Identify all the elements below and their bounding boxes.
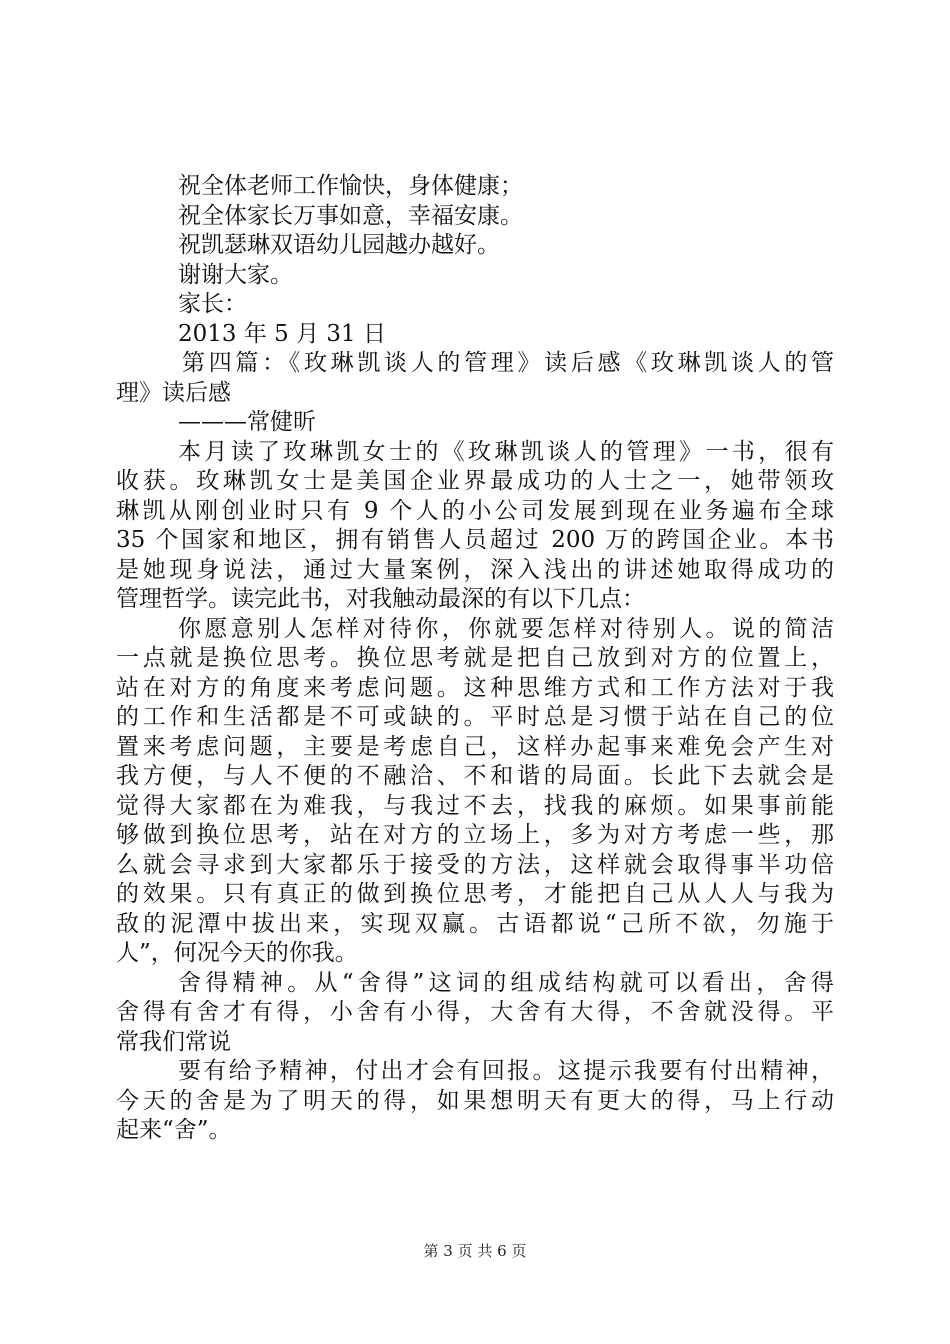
text-line: 觉得大家都在为难我，与我过不去，找我的麻烦。如果事前能 (116, 792, 834, 819)
text-line: 一点就是换位思考。换位思考就是把自己放到对方的位置上， (116, 645, 834, 671)
text-line: 置来考虑问题，主要是考虑自己，这样办起事来难免会产生对 (116, 733, 834, 760)
text-line: 是她现身说法，通过大量案例，深入浅出的讲述她取得成功的 (116, 556, 834, 583)
text-line: 常我们常说 (116, 1028, 231, 1055)
text-line: 的效果。只有真正的做到换位思考，才能把自己从人人与我为 (116, 881, 834, 907)
text-line: 敌的泥潭中拔出来，实现双赢。古语都说“己所不欲，勿施于 (116, 910, 834, 937)
text-line: 管理哲学。读完此书，对我触动最深的有以下几点： (116, 586, 645, 612)
text-line: 你愿意别人怎样对待你，你就要怎样对待别人。说的简洁 (178, 615, 834, 642)
text-line: 我方便，与人不便的不融洽、不和谐的局面。长此下去就会是 (116, 763, 834, 789)
text-line: 站在对方的角度来考虑问题。这种思维方式和工作方法对于我 (116, 674, 834, 701)
text-line: 本月读了玫琳凯女士的《玫琳凯谈人的管理》一书，很有 (178, 438, 834, 465)
text-line: 家长： (178, 291, 247, 317)
text-line: 的工作和生活都是不可或缺的。平时总是习惯于站在自己的位 (116, 704, 834, 730)
text-line: 35 个国家和地区，拥有销售人员超过 200 万的跨国企业。本书 (116, 527, 834, 553)
text-line: 谢谢大家。 (178, 261, 293, 288)
text-line: 祝全体家长万事如意，幸福安康。 (178, 202, 523, 229)
text-line: 琳凯从刚创业时只有 9 个人的小公司发展到现在业务遍布全球 (116, 497, 834, 524)
text-line: 第四篇：《玫琳凯谈人的管理》读后感《玫琳凯谈人的管 (182, 350, 834, 376)
text-line: 要有给予精神，付出才会有回报。这提示我要有付出精神， (178, 1058, 834, 1084)
document-body (116, 172, 834, 1146)
text-line: 理》读后感 (116, 379, 231, 406)
text-line: 祝全体老师工作愉快，身体健康； (178, 173, 523, 199)
text-line: 么就会寻求到大家都乐于接受的方法，这样就会取得事半功倍 (116, 851, 834, 878)
text-line: 2013 年 5 月 31 日 (178, 320, 386, 347)
text-line: 今天的舍是为了明天的得，如果想明天有更大的得，马上行动 (116, 1087, 834, 1114)
text-line: 收获。玫琳凯女士是美国企业界最成功的人士之一，她带领玫 (116, 468, 834, 494)
text-line: ———常健昕 (178, 409, 316, 435)
text-line: 舍得精神。从“舍得”这词的组成结构就可以看出，舍得 (178, 969, 834, 996)
text-line: 人”，何况今天的你我。 (116, 940, 358, 966)
text-line: 起来“舍”。 (116, 1117, 232, 1143)
text-line: 祝凯瑟琳双语幼儿园越办越好。 (178, 232, 500, 258)
page-footer: 第 3 页 共 6 页 (423, 1242, 527, 1260)
text-line: 舍得有舍才有得，小舍有小得，大舍有大得，不舍就没得。平 (116, 999, 834, 1025)
text-line: 够做到换位思考，站在对方的立场上，多为对方考虑一些，那 (116, 822, 834, 848)
